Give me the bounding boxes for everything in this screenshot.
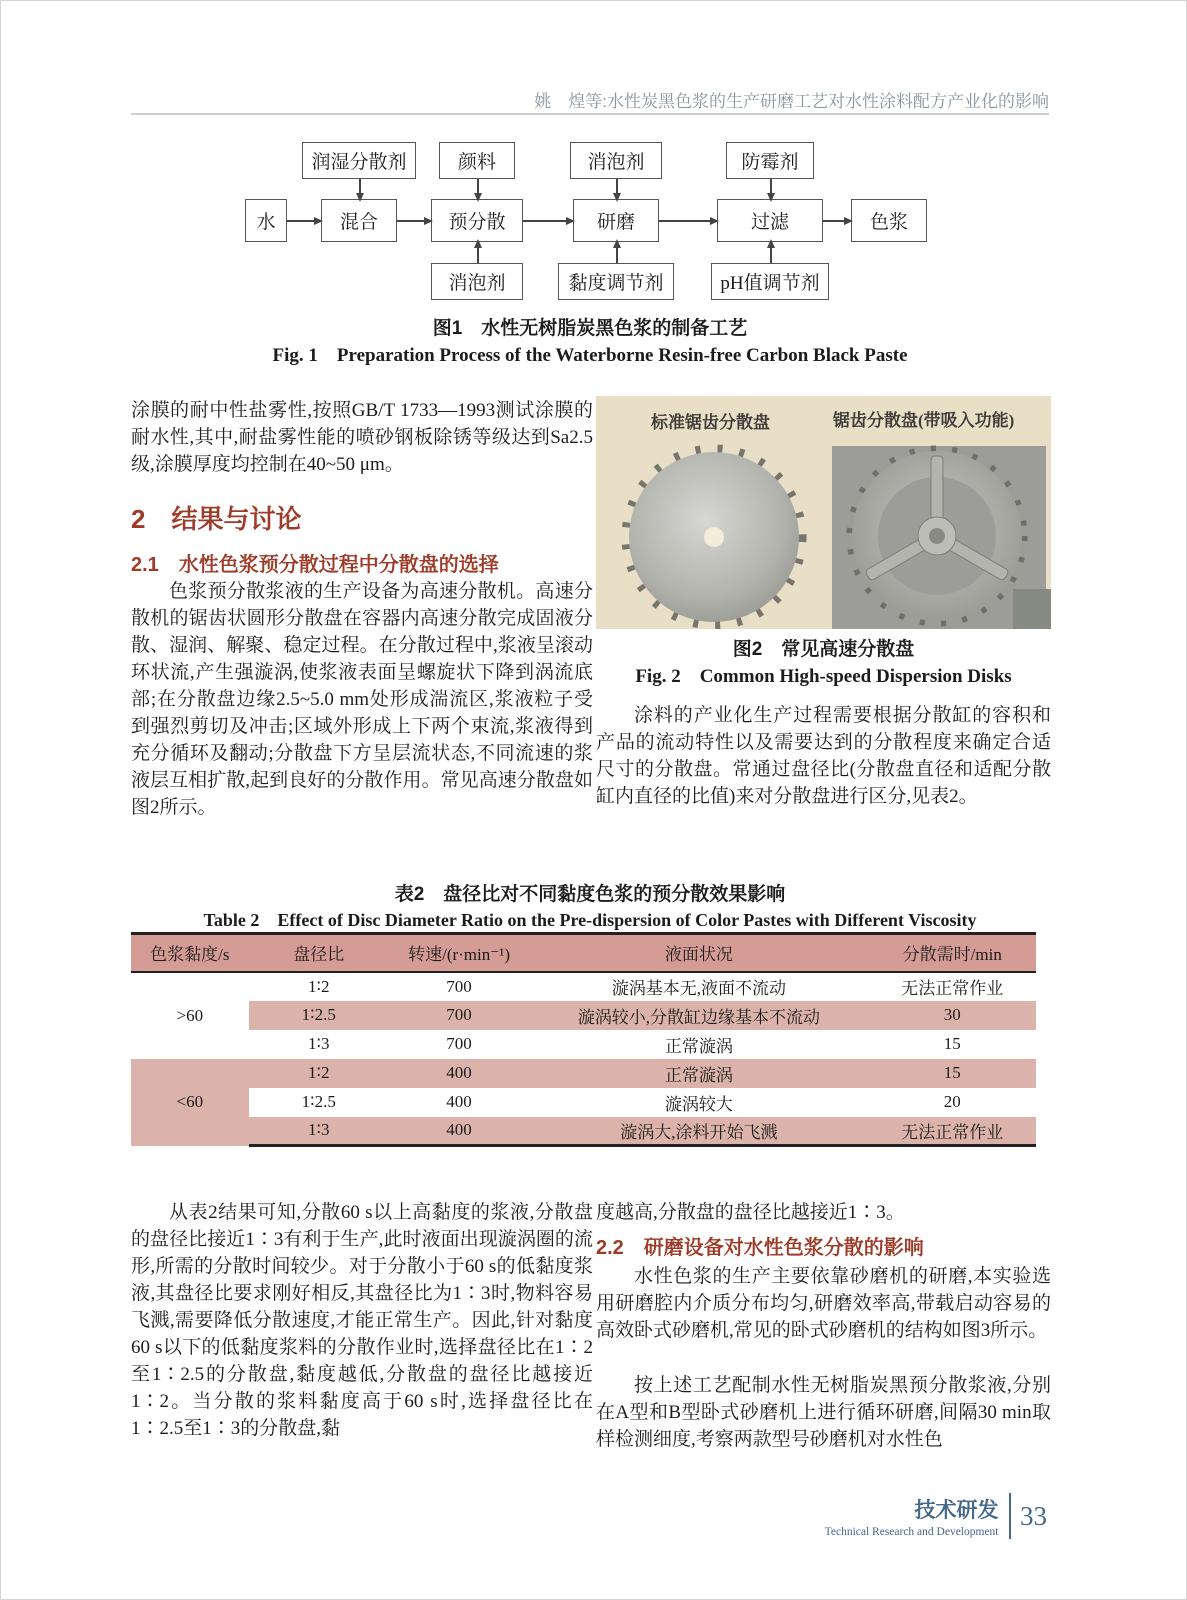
cell: 400 [389, 1059, 529, 1088]
cell: 15 [943, 1034, 961, 1053]
figure1-caption-cn: 图1 水性无树脂炭黑色浆的制备工艺 [432, 318, 748, 339]
arrow-up-icon [477, 242, 479, 263]
flow-box-filtering: 过滤 [717, 199, 823, 242]
arrow-right-icon [523, 220, 573, 222]
col-header-speed: 转速/(r·min⁻¹) [389, 934, 529, 972]
viscosity-group-cell: >60 [131, 972, 249, 1059]
standard-sawtooth-disk [626, 449, 802, 625]
flow-box-pigment: 颜料 [439, 142, 515, 179]
paragraph-continuation: 度越高,分散盘的盘径比越接近1∶3。 [596, 1202, 905, 1223]
paragraph-grinding-equipment: 水性色浆的生产主要依靠砂磨机的研磨,本实验选用研磨腔内介质分布均匀,研磨效率高,带载启动容易的高效卧式砂磨机,常见的卧式砂磨机的结构如图3所示。 [596, 1266, 1051, 1341]
figure2-label-right: 锯齿分散盘(带吸入功能) [833, 411, 1015, 430]
arrow-right-icon [287, 220, 321, 222]
paragraph-salt-spray: 涂膜的耐中性盐雾性,按照GB/T 1733—1993测试涂膜的耐水性,其中,耐盐雾性能的喷砂钢板除锈等级达到Sa2.5级,涂膜厚度均控制在40~50 μm。 [131, 400, 593, 475]
figure1-flowchart [241, 138, 941, 308]
paragraph-predispersion: 色浆预分散浆液的生产设备为高速分散机。高速分散机的锯齿状圆形分散盘在容器内高速分散完成固液分散、湿润、解聚、稳定过程。在分散过程中,浆液呈滚动环状流,产生强漩涡,使浆液表面呈螺旋状下降到涡流底部;在分散盘边缘2.5~5.0 mm处形成湍流区,浆液粒子受到强烈剪切及冲击;区域外形成上下两个束流,浆液得到充分循环及翻动;分散盘下方呈层流状态,不同流速的浆液层互相扩散,起到良好的分散作用。常见高速分散盘如图2所示。 [131, 581, 593, 818]
running-title: 姚 煌等:水性炭黑色浆的生产研磨工艺对水性涂料配方产业化的影响 [534, 92, 1049, 111]
cell: 700 [446, 1034, 472, 1053]
cell: 20 [943, 1092, 961, 1111]
flow-box-predisperse: 预分散 [431, 199, 523, 242]
arrow-right-icon [659, 220, 717, 222]
flow-box-wetting-dispersant: 润湿分散剂 [302, 142, 416, 179]
figure2-caption-cn: 图2 常见高速分散盘 [732, 639, 915, 660]
figure1-caption-en: Fig. 1 Preparation Process of the Waterborne Resin-free Carbon Black Paste [272, 345, 908, 366]
section-heading-2: 2 结果与讨论 [131, 504, 302, 534]
cell: 正常漩涡 [529, 1059, 868, 1088]
table-row [131, 1117, 1036, 1146]
flow-box-grinding: 研磨 [573, 199, 659, 242]
table-row [131, 1030, 1036, 1059]
arrow-down-icon [359, 179, 361, 199]
table2 [131, 932, 1036, 1147]
cell: 1∶3 [249, 1117, 389, 1146]
flow-box-ph-modifier: pH值调节剂 [711, 263, 829, 300]
cell: 700 [389, 1001, 529, 1030]
arrow-right-icon [823, 220, 851, 222]
cell: 400 [446, 1092, 472, 1111]
section-heading-2-2: 2.2 研磨设备对水性色浆分散的影响 [596, 1237, 924, 1259]
arrow-right-icon [397, 220, 431, 222]
table-row [131, 1059, 1036, 1088]
cell: 700 [446, 976, 472, 996]
page-number: 33 [1020, 1500, 1047, 1531]
cell: 15 [869, 1059, 1036, 1088]
suction-sawtooth-disk [851, 450, 1023, 622]
table-row [131, 1001, 1036, 1030]
flow-box-antimildew: 防霉剂 [726, 142, 814, 179]
flow-box-viscosity-modifier: 黏度调节剂 [558, 263, 674, 300]
figure2-photo [596, 396, 1051, 629]
footer [825, 1493, 1047, 1539]
flow-box-defoamer-top: 消泡剂 [570, 142, 662, 179]
col-header-viscosity: 色浆黏度/s [131, 934, 249, 972]
flow-box-color-paste: 色浆 [851, 199, 927, 242]
table-row [131, 1088, 1036, 1117]
arrow-down-icon [477, 179, 479, 199]
cell: 漩涡大,涂料开始飞溅 [529, 1117, 868, 1146]
cell: 漩涡较大 [664, 1094, 733, 1114]
section-heading-2-1: 2.1 水性色浆预分散过程中分散盘的选择 [131, 554, 499, 576]
figure2-caption-en: Fig. 2 Common High-speed Dispersion Disks [635, 666, 1012, 687]
footer-section [825, 1494, 999, 1538]
paragraph-disc-ratio: 涂料的产业化生产过程需要根据分散缸的容积和产品的流动特性以及需要达到的分散程度来确定合适尺寸的分散盘。常通过盘径比(分散盘直径和适配分散缸内直径的比值)来对分散盘进行区分,见表2。 [596, 705, 1051, 807]
cell: 漩涡基本无,液面不流动 [611, 979, 786, 998]
footer-divider [1009, 1493, 1012, 1539]
arrow-down-icon [770, 179, 772, 199]
flow-box-water: 水 [245, 199, 287, 242]
cell: 1∶2 [308, 976, 330, 996]
table2-title-cn: 表2 盘径比对不同黏度色浆的预分散效果影响 [394, 884, 786, 905]
flow-box-mixing: 混合 [321, 199, 397, 242]
viscosity-group-cell: <60 [131, 1059, 249, 1146]
table-row [131, 972, 1036, 1001]
cell: 1∶3 [308, 1034, 330, 1053]
cell: 漩涡较小,分散缸边缘基本不流动 [529, 1001, 868, 1030]
header-rule [131, 113, 1049, 115]
paragraph-table-discussion: 从表2结果可知,分散60 s以上高黏度的浆液,分散盘的盘径比接近1∶3有利于生产,此时液面出现漩涡圈的流形,所需的分散时间较少。对于分散小于60 s的低黏度浆液,其盘径比要求刚好相反,其盘径比为1∶3时,物料容易飞溅,需要降低分散速度,才能正常生产。因此,针对黏度60 s以下的低黏度浆料的分散作业时,选择盘径比在1∶2至1∶2.5的分散盘,黏度越低,分散盘的盘径比越接近1∶2。当分散的浆料黏度高于60 s时,选择盘径比在1∶2.5至1∶3的分散盘,黏 [131, 1202, 593, 1439]
table2-title-en: Table 2 Effect of Disc Diameter Ratio on the Pre-dispersion of Color Pastes with Different Viscosity [203, 910, 977, 930]
col-header-disc-ratio: 盘径比 [249, 934, 389, 972]
arrow-up-icon [770, 242, 772, 263]
footer-section-cn: 技术研发 [914, 1499, 999, 1522]
col-header-surface: 液面状况 [529, 934, 868, 972]
cell: 1∶2.5 [301, 1092, 336, 1111]
cell: 1∶2.5 [249, 1001, 389, 1030]
table2-header-row [131, 934, 1036, 972]
cell: 无法正常作业 [869, 1117, 1036, 1146]
col-header-time: 分散需时/min [869, 934, 1036, 972]
figure2-label-left: 标准锯齿分散盘 [651, 413, 770, 432]
paragraph-grinding-experiment: 按上述工艺配制水性无树脂炭黑预分散浆液,分别在A型和B型卧式砂磨机上进行循环研磨,间隔30 min取样检测细度,考察两款型号砂磨机对水性色 [596, 1375, 1051, 1450]
cell: 30 [869, 1001, 1036, 1030]
footer-section-en: Technical Research and Development [824, 1526, 999, 1538]
cell: 400 [389, 1117, 529, 1146]
arrow-down-icon [616, 179, 618, 199]
cell: 1∶2 [249, 1059, 389, 1088]
cell: 无法正常作业 [901, 979, 1004, 998]
cell: 正常漩涡 [664, 1036, 733, 1056]
flow-box-defoamer-bottom: 消泡剂 [431, 263, 523, 300]
arrow-up-icon [616, 242, 618, 263]
